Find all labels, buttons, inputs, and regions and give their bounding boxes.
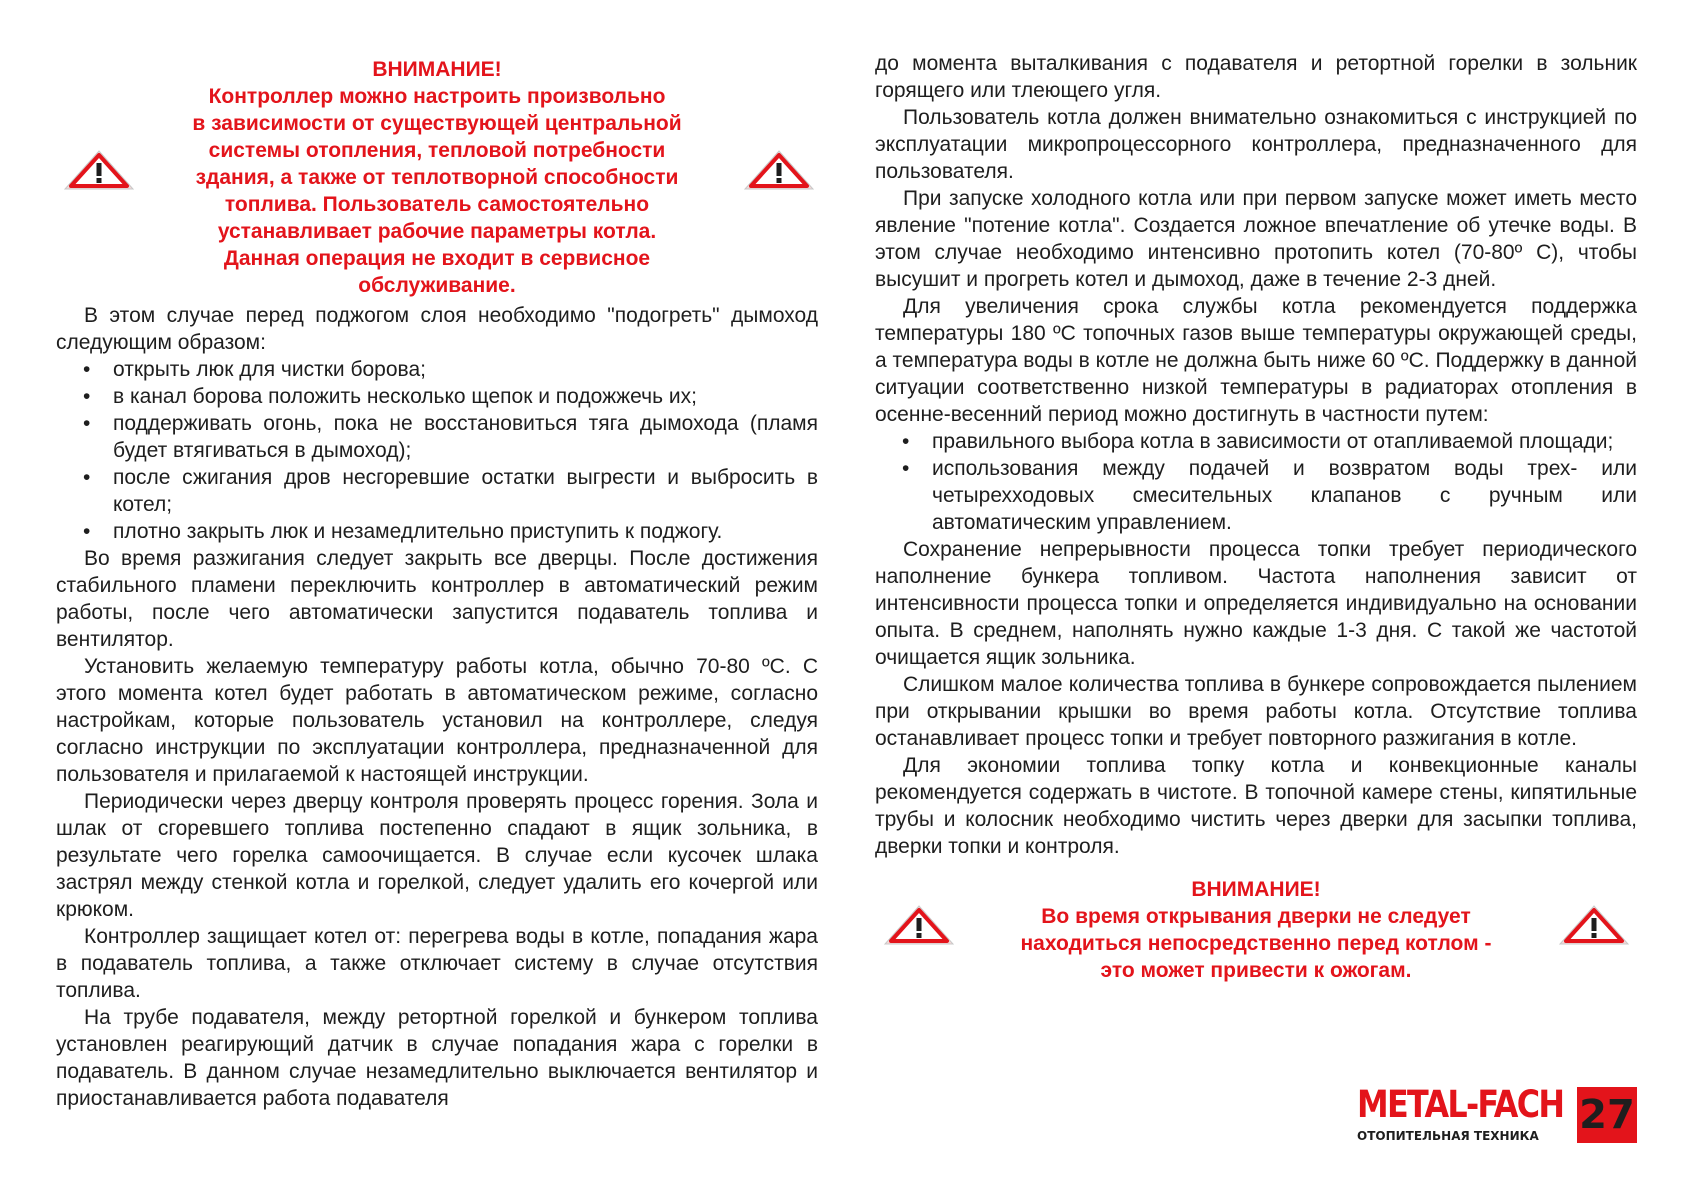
paragraph: Слишком малое количества топлива в бункере сопровождается пылением при открывании крышки во время работы котла. Отсутствие топлива останавливает процесс топки и требует повторного разжигания в котле. [875, 673, 1637, 750]
paragraph: В этом случае перед поджогом слоя необходимо "подогреть" дымоход следующим образом: [56, 304, 818, 354]
paragraph: Для экономии топлива топку котла и конвекционные каналы рекомендуется содержать в чистоте. В топочной камере стены, кипятильные трубы и колосник необходимо чистить через дверки для засыпки топлива, дверки топки и контроля. [875, 754, 1637, 858]
warning-line: Во время открывания дверки не следует [1041, 905, 1471, 928]
list-item: • открыть люк для чистки борова; [83, 358, 426, 381]
paragraph: Во время разжигания следует закрыть все дверцы. После достижения стабильного пламени переключить контроллер в автоматический режим работы, после чего автоматически запустится подаватель топлива и вентилятор. [56, 547, 818, 651]
warning-line: Данная операция не входит в сервисное [223, 247, 651, 270]
list-item: • в канал борова положить несколько щепок и подожжечь их; [83, 385, 697, 408]
warning-line: устанавливает рабочие параметры котла. [217, 220, 657, 243]
warning-line: топлива. Пользователь самостоятельно [224, 193, 650, 216]
brand-logo [1357, 1083, 1564, 1149]
brand-name: METAL-FACH [1357, 1083, 1564, 1126]
warning-line: здания, а также от теплотворной способности [195, 166, 679, 189]
warning-line: находиться непосредственно перед котлом - [1020, 932, 1492, 955]
warning-title: ВНИМАНИЕ! [1191, 878, 1321, 901]
right-column [875, 0, 1637, 986]
paragraph: Сохранение непрерывности процесса топки требует периодического наполнение бункера топливом. Частота наполнения зависит от интенсивности процесса топки и определяется индивидуально на основании опыта. В среднем, наполнять нужно каждые 1-3 дня. С такой же частотой очищается ящик зольника. [875, 538, 1637, 669]
paragraph: до момента выталкивания с подавателя и ретортной горелки в зольник горящего или тлеющего угля. [875, 52, 1637, 102]
left-column [56, 0, 818, 1112]
warning-triangle-icon [63, 149, 135, 193]
paragraph: На трубе подавателя, между ретортной горелкой и бункером топлива установлен реагирующий датчик в случае попадания жара с горелки в подаватель. В данном случае незамедлительно выключается вентилятор и приостанавливается работа подавателя [56, 1006, 818, 1110]
warning-line: системы отопления, тепловой потребности [208, 139, 666, 162]
paragraph: Контроллер защищает котел от: перегрева воды в котле, попадания жара в подаватель топлива, а также отключает систему в случае отсутствия топлива. [56, 925, 818, 1002]
paragraph: При запуске холодного котла или при первом запуске может иметь место явление "потение котла". Создается ложное впечатление об утечке воды. В этом случае необходимо интенсивно протопить котел (70-80º С), чтобы высушит и прогреть котел и дымоход, даже в течение 2-3 дней. [875, 187, 1637, 291]
right-body-text [875, 50, 1637, 860]
brand-tagline: ОТОПИТЕЛЬНАЯ ТЕХНИКА [1357, 1129, 1539, 1143]
paragraph: Периодически через дверцу контроля проверять процесс горения. Зола и шлак от сгоревшего топлива постепенно спадают в ящик зольника, в результате чего горелка самоочищается. В случае если кусочек шлака застрял между стенкой котла и горелкой, следует удалить его кочергой или крюком. [56, 790, 818, 921]
paragraph: Для увеличения срока службы котла рекомендуется поддержка температуры 180 ºC топочных газов выше температуры окружающей среды, а температура воды в котле не должна быть ниже 60 ºС. Поддержку в данной ситуации соответственно низкой температуры в радиаторах отопления в осенне-весенний период можно достигнуть в частности путем: [875, 295, 1637, 426]
warning-box-bottom [875, 876, 1637, 986]
bullet-list [56, 356, 818, 545]
warning-line: обслуживание. [358, 274, 516, 297]
list-item: • правильного выбора котла в зависимости от отапливаемой площади; [902, 430, 1614, 453]
list-item: • после сжигания дров несгоревшие остатки выгрести и выбросить в котел; [83, 466, 818, 516]
warning-triangle-icon [1558, 904, 1630, 948]
warning-triangle-icon [743, 149, 815, 193]
list-item: • плотно закрыть люк и незамедлительно приступить к поджогу. [83, 520, 723, 543]
left-body-text [56, 302, 818, 1112]
warning-line: Контроллер можно настроить произвольно [208, 85, 666, 108]
warning-line: в зависимости от существующей центральной [192, 112, 682, 135]
page-number: 27 [1577, 1087, 1637, 1143]
list-item: • использования между подачей и возвратом воды трех- или четырехходовых смесительных клапанов с ручным или автоматическим управлением. [902, 457, 1637, 534]
paragraph: Установить желаемую температуру работы котла, обычно 70-80 ºС. С этого момента котел будет работать в автоматическом режиме, согласно настройкам, которые пользователь установил на контроллере, следуя согласно инструкции по эксплуатации контроллера, предназначенной для пользователя и прилагаемой к настоящей инструкции. [56, 655, 818, 786]
warning-box-top [56, 56, 818, 297]
warning-title: ВНИМАНИЕ! [372, 58, 502, 81]
paragraph: Пользователь котла должен внимательно ознакомиться с инструкцией по эксплуатации микропроцессорного контроллера, предназначенного для пользователя. [875, 106, 1637, 183]
bullet-list [875, 428, 1637, 536]
list-item: • поддерживать огонь, пока не восстановиться тяга дымохода (пламя будет втягиваться в дымоход); [83, 412, 818, 462]
warning-triangle-icon [883, 904, 955, 948]
warning-line: это может привести к ожогам. [1100, 959, 1412, 982]
